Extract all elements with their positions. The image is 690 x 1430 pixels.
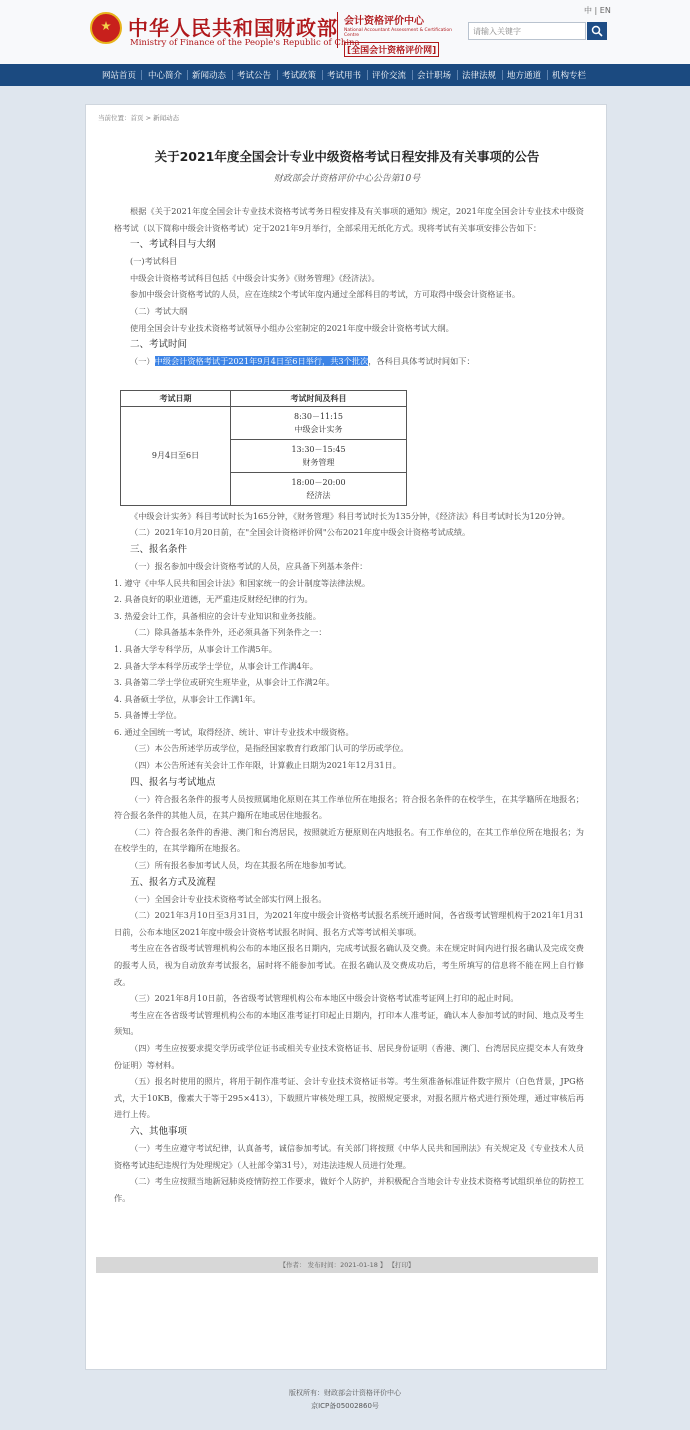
exam-date-cell: 9月4日至6日 bbox=[121, 406, 231, 505]
ministry-name-en: Ministry of Finance of the People's Republic of China bbox=[130, 38, 360, 48]
nav-divider bbox=[141, 70, 142, 80]
section-heading: 三、报名条件 bbox=[130, 543, 188, 555]
paragraph: （三）本公告所述学历或学位，是指经国家教育行政部门认可的学历或学位。 bbox=[130, 743, 409, 754]
paragraph: （二）除具备基本条件外，还必须具备下列条件之一： bbox=[130, 627, 327, 638]
nav-news[interactable]: 新闻动态 bbox=[192, 71, 227, 81]
paragraph: （三）2021年8月10日前，各省级考试管理机构公布本地区中级会计资格考试准考证网上打印的起止时间。 bbox=[130, 993, 519, 1004]
nav-exam-books[interactable]: 考试用书 bbox=[327, 71, 362, 81]
section-heading: 一、考试科目与大纲 bbox=[130, 239, 216, 251]
exam-time: 18:00－20:00 bbox=[291, 477, 346, 487]
center-logo[interactable] bbox=[337, 12, 457, 56]
nav-divider bbox=[232, 70, 233, 80]
paragraph: （三）所有报名参加考试人员，均在其报名所在地参加考试。 bbox=[130, 860, 352, 871]
breadcrumb[interactable]: 当前位置：首页 > 新闻动态 bbox=[98, 114, 180, 122]
exam-time: 8:30－11:15 bbox=[293, 411, 344, 421]
table-header: 考试日期 bbox=[121, 390, 231, 406]
search-button[interactable] bbox=[587, 22, 607, 40]
section-heading: 六、其他事项 bbox=[130, 1125, 188, 1137]
table-cell bbox=[231, 472, 407, 505]
paragraph-suffix: ，各科目具体考试时间如下： bbox=[368, 356, 475, 367]
article-subtitle: 财政部会计资格评价中心公告第10号 bbox=[273, 174, 421, 184]
main-nav bbox=[0, 64, 690, 86]
nav-institutions[interactable]: 机构专栏 bbox=[552, 71, 587, 81]
exam-time: 13:30－15:45 bbox=[291, 444, 346, 454]
table-cell bbox=[231, 406, 407, 439]
intro-paragraph: 根据《关于2021年度全国会计专业技术资格考试考务日程安排及有关事项的通知》规定，2021年度全国会计专业技术中级资格考试（以下简称中级会计资格考试）定于2021年9月举行，全部采用无纸化方式。现将考试有关事项安排公告如下： bbox=[114, 206, 584, 233]
sub-heading: （二）考试大纲 bbox=[130, 305, 188, 316]
paragraph: （一）考生应遵守考试纪律，认真备考，诚信参加考试。有关部门将按照《中华人民共和国刑法》有关规定及《专业技术人员资格考试违纪违规行为处理规定》（人社部令第31号），对违法违规人员进行处理。 bbox=[114, 1142, 584, 1170]
list-item: 2. 具备大学本科学历或学士学位，从事会计工作满4年。 bbox=[114, 660, 318, 671]
search-input[interactable]: 请输入关键字 bbox=[468, 22, 586, 40]
nav-divider bbox=[457, 70, 458, 80]
nav-career[interactable]: 会计职场 bbox=[417, 71, 452, 81]
site-header bbox=[0, 0, 690, 64]
nav-home[interactable]: 网站首页 bbox=[102, 71, 137, 81]
list-item: 3. 具备第二学士学位或研究生班毕业，从事会计工作满2年。 bbox=[114, 677, 335, 688]
nav-divider bbox=[547, 70, 548, 80]
search-icon bbox=[591, 25, 603, 37]
section-heading: 五、报名方式及流程 bbox=[130, 876, 216, 888]
center-name-cn: 会计资格评价中心 bbox=[344, 16, 424, 27]
paragraph: （二）考生应按照当地新冠肺炎疫情防控工作要求，做好个人防护，并积极配合当地会计专业技术资格考试组织单位的防控工作。 bbox=[114, 1176, 584, 1203]
list-item: 6. 通过全国统一考试，取得经济、统计、审计专业技术中级资格。 bbox=[114, 726, 354, 737]
national-emblem-icon bbox=[90, 12, 122, 44]
paragraph: （四）考生应按要求提交学历或学位证书或相关专业技术资格证书、居民身份证明（香港、澳门、台湾居民应提交本人有效身份证明）等材料。 bbox=[114, 1042, 584, 1070]
exam-time-paragraph bbox=[114, 353, 584, 370]
table-cell bbox=[231, 439, 407, 472]
selected-text-highlight[interactable]: 中级会计资格考试于2021年9月4日至6日举行，共3个批次 bbox=[154, 356, 369, 367]
nav-about[interactable]: 中心简介 bbox=[148, 71, 183, 81]
nav-divider bbox=[277, 70, 278, 80]
section-heading: 二、考试时间 bbox=[130, 339, 188, 351]
list-item: 1. 遵守《中华人民共和国会计法》和国家统一的会计制度等法律法规。 bbox=[114, 577, 371, 588]
article-card bbox=[85, 104, 607, 1370]
paragraph: （二）符合报名条件的香港、澳门和台湾居民，按照就近方便原则在内地报名。有工作单位的，在其工作单位所在地报名；为在校学生的，在其学籍所在地报名。 bbox=[114, 826, 584, 854]
paragraph: （二）2021年3月10日至3月31日，为2021年度中级会计资格考试报名系统开通时间，各省级考试管理机构于2021年1月31日前，公布本地区2021年度中级会计资格考试报名时间、报名方式等考试相关事项。 bbox=[114, 910, 584, 937]
article-title: 关于2021年度全国会计专业中级资格考试日程安排及有关事项的公告 bbox=[154, 149, 540, 164]
paragraph: 中级会计资格考试科目包括《中级会计实务》《财务管理》《经济法》。 bbox=[130, 272, 380, 283]
paragraph: （二）2021年10月20日前，在"全国会计资格评价网"公布2021年度中级会计资格考试成绩。 bbox=[130, 527, 471, 538]
copyright-text: 版权所有：财政部会计资格评价中心 bbox=[289, 1389, 401, 1397]
nav-laws[interactable]: 法律法规 bbox=[462, 71, 497, 81]
nav-divider bbox=[187, 70, 188, 80]
exam-schedule-table bbox=[120, 390, 407, 506]
article-meta-bar[interactable]: 【作者： 发布时间：2021-01-18 】 【打印】 bbox=[96, 1257, 598, 1273]
table-header: 考试时间及科目 bbox=[231, 390, 407, 406]
nav-exchange[interactable]: 评价交流 bbox=[372, 71, 407, 81]
paragraph: （五）报名时使用的照片，将用于制作准考证、会计专业技术资格证书等。考生须准备标准证件数字照片（白色背景，JPG格式，大于10KB，像素大于等于295×413），下载照片审核处理工具，按照规定要求，对报名照片格式进行预处理，通过审核后再进行上传。 bbox=[114, 1076, 584, 1120]
exam-subject: 中级会计实务 bbox=[294, 424, 343, 434]
nav-divider bbox=[412, 70, 413, 80]
sub-heading: (一)考试科目 bbox=[130, 256, 178, 267]
list-item: 1. 具备大学专科学历，从事会计工作满5年。 bbox=[114, 643, 277, 654]
paragraph: 考生应在各省级考试管理机构公布的本地区准考证打印起止日期内，打印本人准考证，确认本人参加考试的时间、地点及考生须知。 bbox=[114, 1009, 584, 1037]
center-name-en: National Accountant Assessment & Certification Centre bbox=[344, 28, 452, 38]
list-item: 3. 热爱会计工作，具备相应的会计专业知识和业务技能。 bbox=[114, 610, 321, 621]
paragraph: 参加中级会计资格考试的人员，应在连续2个考试年度内通过全部科目的考试，方可取得中级会计资格证书。 bbox=[130, 289, 521, 300]
nav-local[interactable]: 地方通道 bbox=[507, 71, 542, 81]
exam-subject: 财务管理 bbox=[302, 457, 335, 467]
section-heading: 四、报名与考试地点 bbox=[130, 776, 216, 788]
paragraph: （四）本公告所述有关会计工作年限，计算截止日期为2021年12月31日。 bbox=[130, 760, 401, 771]
exam-subject: 经济法 bbox=[306, 490, 331, 500]
nav-divider bbox=[367, 70, 368, 80]
list-item: 2. 具备良好的职业道德，无严重违反财经纪律的行为。 bbox=[114, 594, 313, 605]
ministry-name-cn[interactable]: 中华人民共和国财政部 bbox=[128, 16, 338, 40]
list-item: 5. 具备博士学位。 bbox=[114, 710, 182, 721]
nav-divider bbox=[322, 70, 323, 80]
center-net-name: [全国会计资格评价网] bbox=[344, 42, 439, 57]
list-item: 4. 具备硕士学位，从事会计工作满1年。 bbox=[114, 693, 261, 704]
paragraph: 《中级会计实务》科目考试时长为165分钟，《财务管理》科目考试时长为135分钟，《经济法》科目考试时长为120分钟。 bbox=[130, 510, 570, 521]
nav-exam-notice[interactable]: 考试公告 bbox=[237, 71, 272, 81]
paragraph: （一）报名参加中级会计资格考试的人员，应具备下列基本条件： bbox=[130, 560, 368, 571]
paragraph: 考生应在各省级考试管理机构公布的本地区报名日期内，完成考试报名确认及交费。未在规定时间内进行报名确认及完成交费的报考人员，视为自动放弃考试报名，届时将不能参加考试。在报名确认及交费成功后，考生所填写的信息将不能在网上自行修改。 bbox=[114, 943, 584, 987]
icp-link[interactable]: 京ICP备05002860号 bbox=[311, 1402, 379, 1410]
paragraph: （一）全国会计专业技术资格考试全部实行网上报名。 bbox=[130, 893, 327, 904]
paragraph: （一）符合报名条件的报考人员按照属地化原则在其工作单位所在地报名；符合报名条件的在校学生，在其学籍所在地报名；符合报名条件的其他人员，在其户籍所在地或居住地报名。 bbox=[114, 793, 584, 821]
nav-exam-policy[interactable]: 考试政策 bbox=[282, 71, 317, 81]
nav-divider bbox=[502, 70, 503, 80]
spacer bbox=[114, 370, 584, 386]
paragraph-prefix: （一） bbox=[130, 356, 155, 367]
article-body bbox=[114, 203, 584, 1206]
language-switch[interactable]: 中 | EN bbox=[584, 6, 611, 15]
paragraph: 使用全国会计专业技术资格考试领导小组办公室制定的2021年度中级会计资格考试大纲。 bbox=[130, 322, 454, 333]
